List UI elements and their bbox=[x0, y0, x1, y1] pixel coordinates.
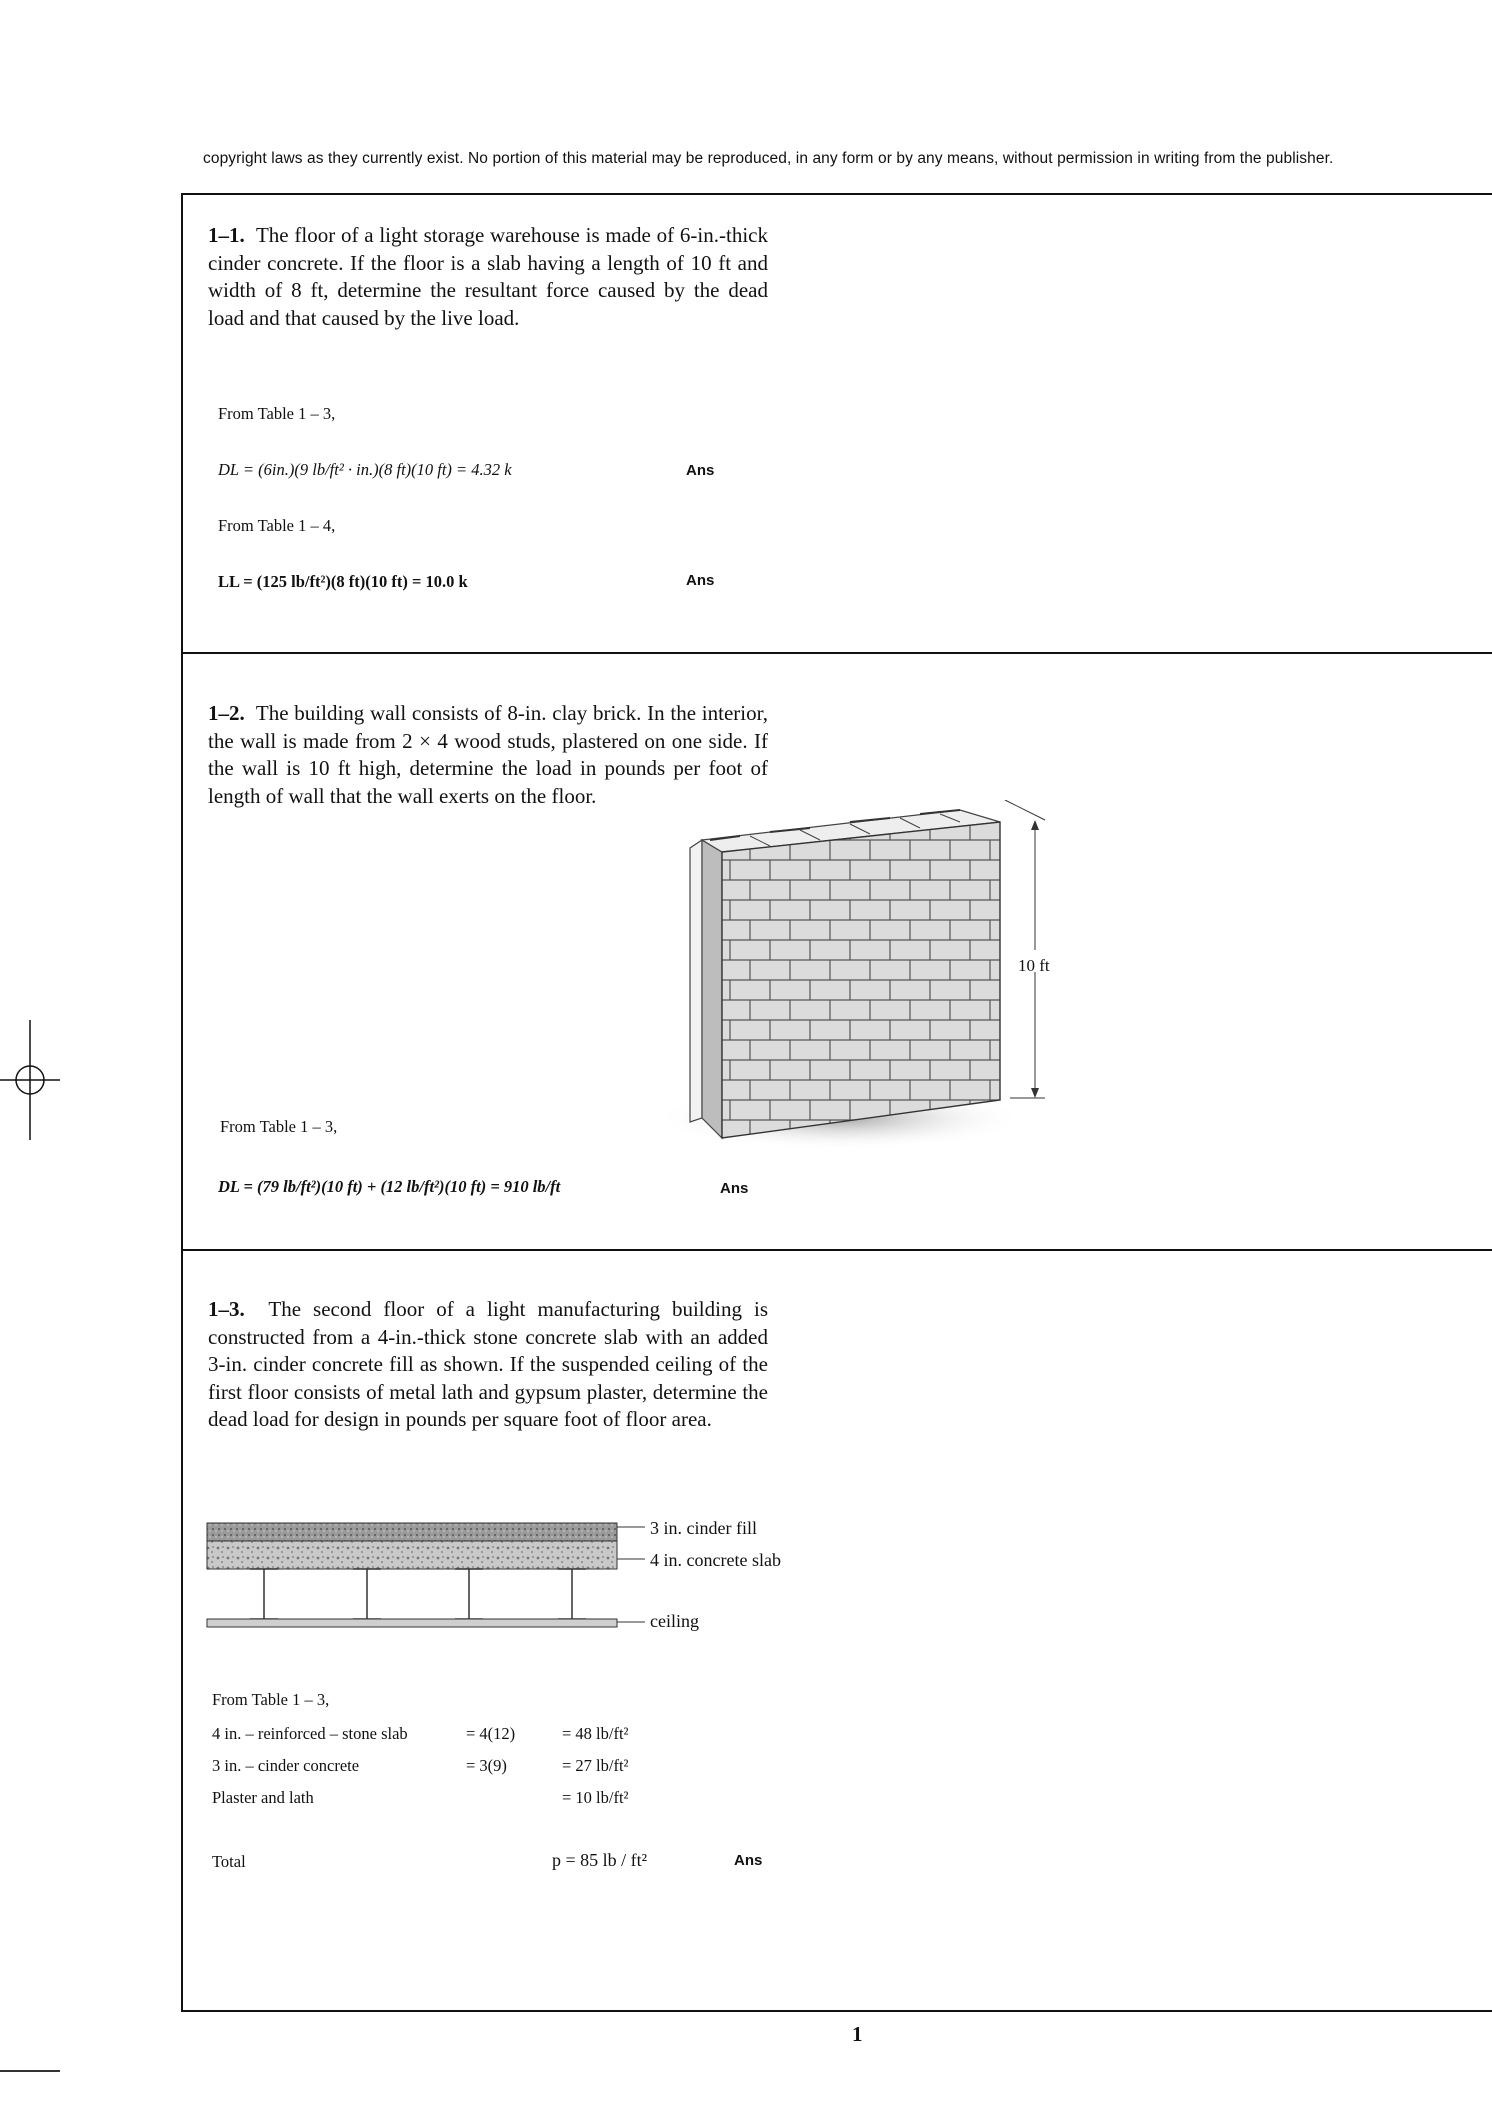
copyright-notice: copyright laws as they currently exist. No portion of this material may be reproduced, in any form or by any means, without permission in writing from the publisher. bbox=[203, 150, 1334, 167]
total-label: Total bbox=[212, 1852, 246, 1871]
problem-1-2-statement bbox=[208, 700, 768, 810]
problem-number: 1–3. bbox=[208, 1297, 245, 1321]
dead-load-item: 3 in. – cinder concrete bbox=[212, 1756, 360, 1775]
dead-load-result: = 48 lb/ft² bbox=[562, 1724, 629, 1743]
problem-number: 1–1. bbox=[208, 223, 245, 247]
divider-2 bbox=[181, 1249, 1492, 1251]
problem-text: The second floor of a light manufacturing building is constructed from a 4-in.-thick stone concrete slab with an added 3-in. cinder concrete fill as shown. If the suspended ceiling of the first floor consists of metal lath and gypsum plaster, determine the dead load for design in pounds per square foot of floor area. bbox=[208, 1297, 768, 1431]
floor-slab-figure bbox=[205, 1515, 655, 1635]
brick-wall-figure bbox=[650, 800, 1070, 1160]
problem-1-1-statement bbox=[208, 222, 768, 332]
dead-load-item: Plaster and lath bbox=[212, 1788, 314, 1807]
problem-number: 1–2. bbox=[208, 701, 245, 725]
solution-line: From Table 1 – 3, bbox=[220, 1117, 338, 1136]
dead-load-calc: = 4(12) bbox=[466, 1724, 516, 1743]
answer-marker: Ans bbox=[686, 572, 715, 589]
problem-1-3-statement bbox=[208, 1296, 768, 1434]
solution-equation: DL = (79 lb/ft²)(10 ft) + (12 lb/ft²)(10 ft) = 910 lb/ft bbox=[218, 1177, 561, 1196]
cinder-fill-label: 3 in. cinder fill bbox=[650, 1518, 757, 1538]
solution-heading: From Table 1 – 3, bbox=[212, 1690, 330, 1709]
wall-height-label: 10 ft bbox=[1018, 956, 1050, 975]
registration-mark bbox=[0, 1020, 70, 1140]
dead-load-result: = 10 lb/ft² bbox=[562, 1788, 629, 1807]
page-number: 1 bbox=[852, 2022, 863, 2046]
answer-marker: Ans bbox=[686, 462, 715, 479]
answer-marker: Ans bbox=[734, 1852, 763, 1869]
dead-load-result: = 27 lb/ft² bbox=[562, 1756, 629, 1775]
problem-text: The building wall consists of 8-in. clay brick. In the interior, the wall is made from 2 × 4 wood studs, plastered on one side. If the wall is 10 ft high, determine the load in pounds per foot of length of wall that the wall exerts on the floor. bbox=[208, 701, 768, 808]
solution-line: From Table 1 – 4, bbox=[218, 516, 336, 535]
concrete-slab-label: 4 in. concrete slab bbox=[650, 1550, 781, 1570]
total-value: p = 85 lb / ft² bbox=[552, 1850, 648, 1870]
dead-load-calc: = 3(9) bbox=[466, 1756, 507, 1775]
dead-load-item: 4 in. – reinforced – stone slab bbox=[212, 1724, 408, 1743]
divider-1 bbox=[181, 652, 1492, 654]
solution-equation: DL = (6in.)(9 lb/ft² · in.)(8 ft)(10 ft) = 4.32 k bbox=[218, 460, 512, 479]
problem-text: The floor of a light storage warehouse is made of 6-in.-thick cinder concrete. If the floor is a slab having a length of 10 ft and width of 8 ft, determine the resultant force caused by the dead load and that caused by the live load. bbox=[208, 223, 768, 330]
ceiling-label: ceiling bbox=[650, 1611, 699, 1631]
crop-mark bbox=[0, 2070, 60, 2072]
solution-line: From Table 1 – 3, bbox=[218, 404, 336, 423]
solution-equation: LL = (125 lb/ft²)(8 ft)(10 ft) = 10.0 k bbox=[218, 572, 468, 591]
answer-marker: Ans bbox=[720, 1180, 749, 1197]
